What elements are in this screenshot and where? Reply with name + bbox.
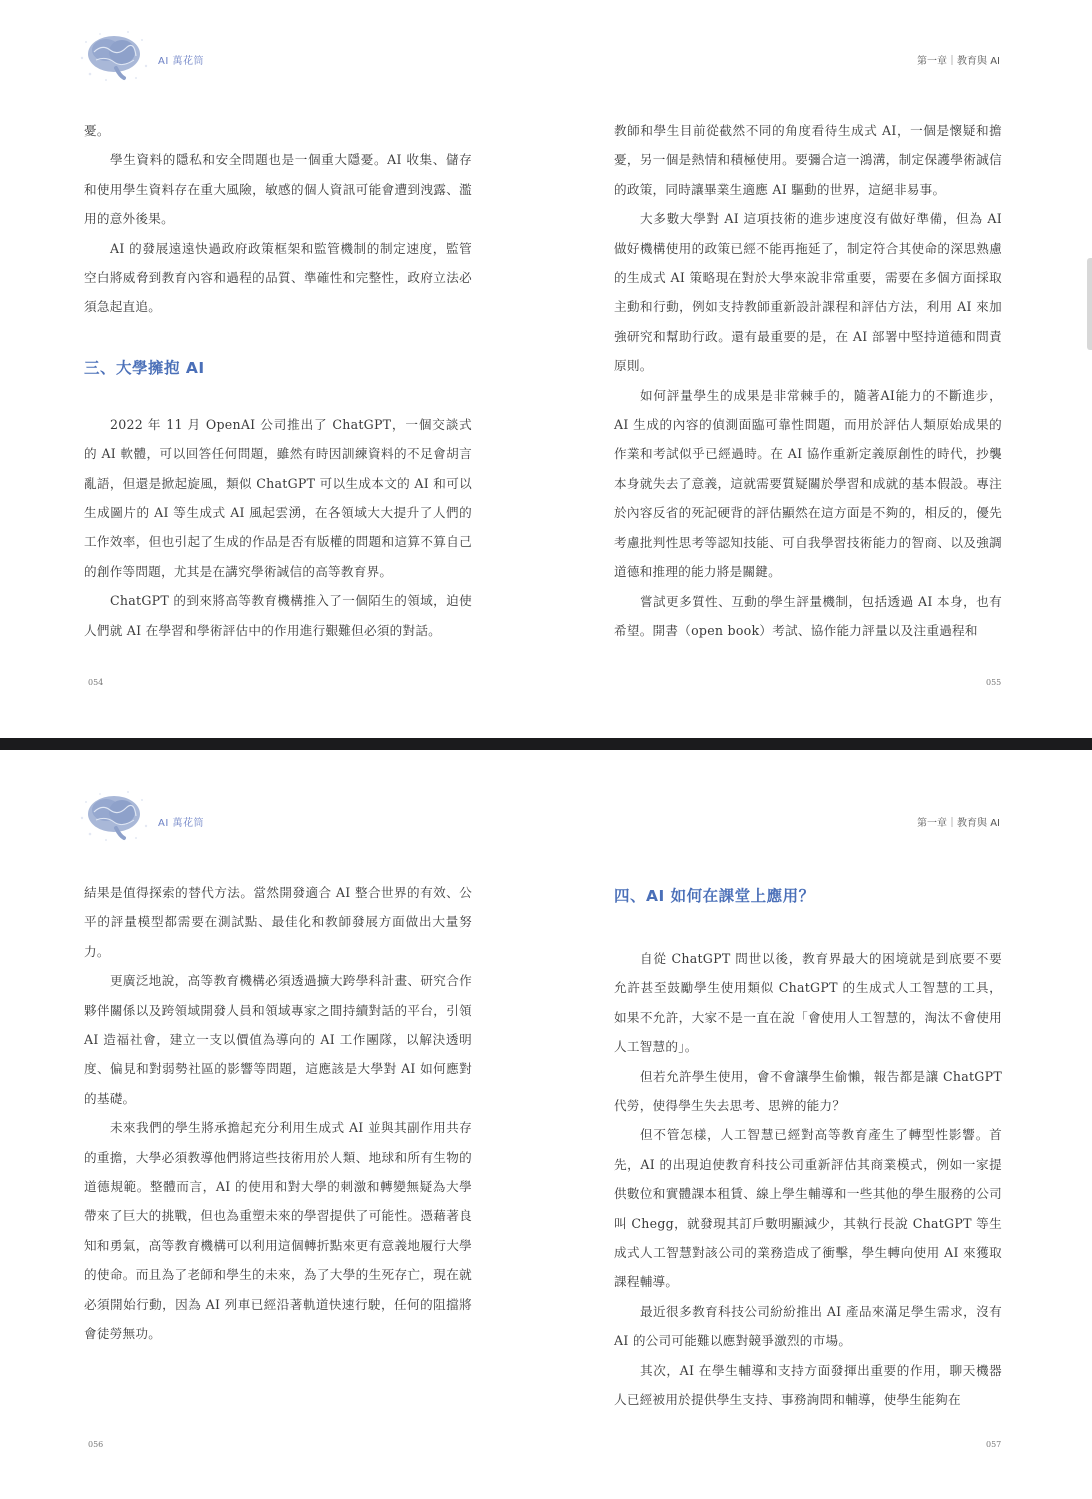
page-spread-056-057 <box>0 750 1092 1499</box>
page-spread-054-055 <box>0 0 1092 738</box>
paragraph: 結果是值得探索的替代方法。當然開發適合 AI 整合世界的有效、公平的評量模型都需要在測試點、最佳化和教師發展方面做出大量努力。 <box>84 885 472 959</box>
brain-icon <box>76 788 152 844</box>
book-title: AI 萬花筒 <box>158 56 204 67</box>
paragraph: 其次，AI 在學生輔導和支持方面發揮出重要的作用，聊天機器人已經被用於提供學生支持、事務詢問和輔導，使學生能夠在 <box>614 1362 1002 1408</box>
left-column <box>84 878 472 1349</box>
chapter-label: 第一章｜教育與 AI <box>917 818 1000 829</box>
scrollbar-handle[interactable] <box>1087 258 1092 350</box>
page-number: 055 <box>986 678 1002 687</box>
paragraph: 如何評量學生的成果是非常棘手的，隨著AI能力的不斷進步，AI 生成的內容的偵測面臨可靠性問題，而用於評估人類原始成果的作業和考試似乎已經過時。在 AI 協作重新定義原創性的時代，抄襲本身就失去了意義，這就需要質疑關於學習和成就的基本假設。專注於內容反省的死記硬背的評估顯然在這方面是不夠的，相反的，優先考慮批判性思考等認知技能、可自我學習技術能力的智商、以及強調道德和推理的能力將是關鍵。 <box>614 387 1002 580</box>
paragraph: 2022 年 11 月 OpenAI 公司推出了 ChatGPT，一個交談式的 AI 軟體，可以回答任何問題，雖然有時因訓練資料的不足會胡言亂語，但還是掀起旋風，類似 ChatGPT 可以生成本文的 AI 和可以生成圖片的 AI 等生成式 AI 風起雲湧，在各領域大大提升了人們的工作效率，但也引起了生成的作品是否有版權的問題和這算不算自己的創作等問題，尤其是在講究學術誠信的高等教育界。 <box>84 416 472 579</box>
book-title: AI 萬花筒 <box>158 818 204 829</box>
page-number: 054 <box>88 678 104 687</box>
page-number: 056 <box>88 1440 104 1449</box>
left-column <box>84 116 472 645</box>
paragraph: 但不管怎樣，人工智慧已經對高等教育產生了轉型性影響。首先，AI 的出現迫使教育科技公司重新評估其商業模式，例如一家提供數位和實體課本租賃、線上學生輔導和一些其他的學生服務的公司叫 Chegg，就發現其訂戶數明顯減少，其執行長說 ChatGPT 等生成式人工智慧對該公司的業務造成了衝擊，學生轉向使用 AI 來獲取課程輔導。 <box>614 1127 1002 1290</box>
section-heading: 三、大學擁抱 AI <box>84 358 205 377</box>
paragraph: AI 的發展遠遠快過政府政策框架和監管機制的制定速度，監管空白將威脅到教育內容和過程的品質、準確性和完整性，政府立法必須急起直追。 <box>84 240 472 315</box>
right-column <box>614 884 1002 1415</box>
chapter-label: 第一章｜教育與 AI <box>917 56 1000 67</box>
paragraph: 最近很多教育科技公司紛紛推出 AI 產品來滿足學生需求，沒有 AI 的公司可能難以應對競爭激烈的市場。 <box>614 1303 1002 1349</box>
paragraph: 憂。 <box>84 123 110 138</box>
section-heading: 四、AI 如何在課堂上應用？ <box>614 887 815 905</box>
paragraph: 大多數大學對 AI 這項技術的進步速度沒有做好準備，但為 AI 做好機構使用的政策已經不能再拖延了，制定符合其使命的深思熟慮的生成式 AI 策略現在對於大學來說非常重要，需要在多個方面採取主動和行動，例如支持教師重新設計課程和評估方法，利用 AI 來加強研究和幫助行政。還有最重要的是，在 AI 部署中堅持道德和問責原則。 <box>614 211 1002 374</box>
right-column <box>614 116 1002 645</box>
paragraph: 自從 ChatGPT 問世以後，教育界最大的困境就是到底要不要允許甚至鼓勵學生使用類似 ChatGPT 的生成式人工智慧的工具，如果不允許，大家不是一直在說「會使用人工智慧的，淘汰不會使用人工智慧的」。 <box>614 951 1002 1055</box>
paragraph: 但若允許學生使用，會不會讓學生偷懶，報告都是讓 ChatGPT 代勞，使得學生失去思考、思辨的能力？ <box>614 1068 1002 1114</box>
page-number: 057 <box>986 1440 1002 1449</box>
paragraph: ChatGPT 的到來將高等教育機構推入了一個陌生的領域，迫使人們就 AI 在學習和學術評估中的作用進行艱難但必須的對話。 <box>84 593 472 638</box>
paragraph: 更廣泛地說，高等教育機構必須透過擴大跨學科計畫、研究合作夥伴關係以及跨領域開發人員和領域專家之間持續對話的平台，引領 AI 造福社會，建立一支以價值為導向的 AI 工作團隊，以解決透明度、偏見和對弱勢社區的影響等問題，這應該是大學對 AI 如何應對的基礎。 <box>84 973 472 1106</box>
paragraph: 嘗試更多質性、互動的學生評量機制，包括透過 AI 本身，也有希望。開書（open book）考試、協作能力評量以及注重過程和 <box>614 593 1002 638</box>
page-divider <box>0 738 1092 750</box>
paragraph: 未來我們的學生將承擔起充分利用生成式 AI 並與其副作用共存的重擔，大學必須教導他們將這些技術用於人類、地球和所有生物的道德規範。整體而言，AI 的使用和對大學的刺激和轉變無疑為大學帶來了巨大的挑戰，但也為重塑未來的學習提供了可能性。憑藉著良知和勇氣，高等教育機構可以利用這個轉折點來更有意義地履行大學的使命。而且為了老師和學生的未來，為了大學的生死存亡，現在就必須開始行動，因為 AI 列車已經沿著軌道快速行駛，任何的阻擋將會徒勞無功。 <box>84 1120 472 1342</box>
brain-icon <box>76 28 152 84</box>
paragraph: 學生資料的隱私和安全問題也是一個重大隱憂。AI 收集、儲存和使用學生資料存在重大風險，敏感的個人資訊可能會遭到洩露、濫用的意外後果。 <box>84 152 472 227</box>
paragraph: 教師和學生目前從截然不同的角度看待生成式 AI，一個是懷疑和擔憂，另一個是熱情和積極使用。要彌合這一鴻溝，制定保護學術誠信的政策，同時讓畢業生適應 AI 驅動的世界，這絕非易事。 <box>614 123 1002 197</box>
